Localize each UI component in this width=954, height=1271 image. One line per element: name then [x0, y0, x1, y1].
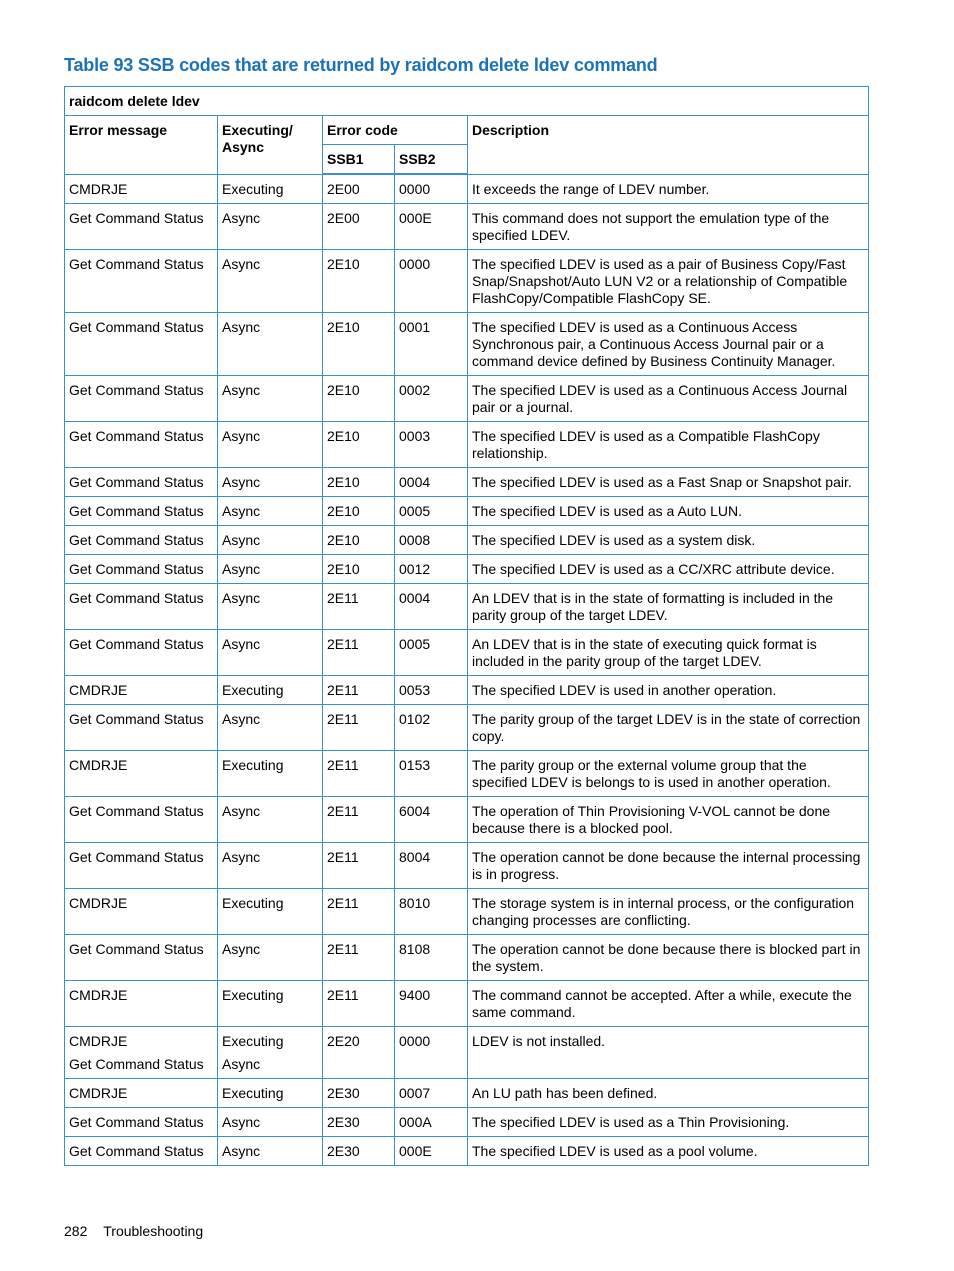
- ssb1-cell: 2E30: [323, 1108, 395, 1137]
- ssb1-cell: 2E10: [323, 313, 395, 376]
- ssb1-header: SSB1: [323, 145, 395, 175]
- ssb1-cell: 2E11: [323, 584, 395, 630]
- ssb1-cell: 2E11: [323, 630, 395, 676]
- executing-async-cell-line: Async: [222, 1143, 261, 1159]
- description-cell: The operation of Thin Provisioning V-VOL cannot be done because there is a blocked pool.: [468, 797, 869, 843]
- error-message-cell-line: Get Command Status: [69, 849, 204, 865]
- table-row: [65, 497, 869, 526]
- description-header: Description: [468, 116, 869, 175]
- ssb2-cell: 0053: [395, 676, 468, 705]
- ssb2-cell: 0000: [395, 250, 468, 313]
- ssb2-cell: 000E: [395, 204, 468, 250]
- table-row: [65, 1027, 869, 1079]
- ssb1-cell: 2E20: [323, 1027, 395, 1079]
- executing-async-cell-line: Executing: [222, 1033, 284, 1049]
- error-message-cell: [65, 526, 218, 555]
- executing-async-cell-line: Async: [222, 532, 261, 548]
- error-message-cell-line: Get Command Status: [69, 636, 204, 652]
- executing-async-cell: [218, 751, 323, 797]
- ssb1-cell: 2E11: [323, 981, 395, 1027]
- description-cell: The operation cannot be done because there is blocked part in the system.: [468, 935, 869, 981]
- table-row: [65, 1108, 869, 1137]
- description-cell: The specified LDEV is used as a Compatible FlashCopy relationship.: [468, 422, 869, 468]
- description-cell: The specified LDEV is used in another operation.: [468, 676, 869, 705]
- table-row: [65, 204, 869, 250]
- executing-async-cell: [218, 630, 323, 676]
- error-message-cell-line: Get Command Status: [69, 1114, 204, 1130]
- table-row: [65, 584, 869, 630]
- error-message-cell: [65, 250, 218, 313]
- ssb1-cell: 2E11: [323, 676, 395, 705]
- error-message-cell: [65, 843, 218, 889]
- ssb2-cell: 000E: [395, 1137, 468, 1166]
- ssb1-cell: 2E11: [323, 797, 395, 843]
- error-message-cell: [65, 705, 218, 751]
- description-cell: The operation cannot be done because the internal processing is in progress.: [468, 843, 869, 889]
- error-message-cell: [65, 584, 218, 630]
- table-row: [65, 935, 869, 981]
- error-message-cell-line: CMDRJE: [69, 757, 128, 773]
- executing-async-cell-line: Async: [222, 636, 261, 652]
- description-cell: The command cannot be accepted. After a while, execute the same command.: [468, 981, 869, 1027]
- page-number: 282: [64, 1223, 88, 1239]
- ssb2-cell: 0000: [395, 1027, 468, 1079]
- error-message-cell-line: Get Command Status: [69, 319, 204, 335]
- error-message-cell: [65, 630, 218, 676]
- ssb2-cell: 0005: [395, 630, 468, 676]
- executing-async-cell-line: Executing: [222, 987, 284, 1003]
- executing-async-cell-line: Async: [222, 382, 261, 398]
- ssb1-cell: 2E10: [323, 526, 395, 555]
- executing-async-cell: [218, 555, 323, 584]
- description-cell: The parity group or the external volume group that the specified LDEV is belongs to is used in another operation.: [468, 751, 869, 797]
- executing-async-cell-line: Async: [222, 210, 261, 226]
- ssb2-cell: 8108: [395, 935, 468, 981]
- ssb1-cell: 2E10: [323, 468, 395, 497]
- error-message-cell: [65, 797, 218, 843]
- executing-async-cell-line: Executing: [222, 895, 284, 911]
- ssb2-cell: 0004: [395, 468, 468, 497]
- executing-async-cell: [218, 705, 323, 751]
- error-message-cell-line: Get Command Status: [69, 532, 204, 548]
- executing-async-cell: [218, 204, 323, 250]
- ssb1-cell: 2E11: [323, 935, 395, 981]
- description-cell: The parity group of the target LDEV is in the state of correction copy.: [468, 705, 869, 751]
- table-row: [65, 1137, 869, 1166]
- description-cell: It exceeds the range of LDEV number.: [468, 174, 869, 204]
- table-row: [65, 889, 869, 935]
- description-cell: An LU path has been defined.: [468, 1079, 869, 1108]
- ssb2-cell: 0012: [395, 555, 468, 584]
- executing-async-cell: [218, 1137, 323, 1166]
- table-row: [65, 313, 869, 376]
- ssb2-cell: 0008: [395, 526, 468, 555]
- ssb1-cell: 2E10: [323, 250, 395, 313]
- executing-async-cell-line: Executing: [222, 180, 284, 197]
- error-message-cell-line: Get Command Status: [69, 428, 204, 444]
- executing-async-cell: [218, 1108, 323, 1137]
- error-message-cell-line: CMDRJE: [69, 1085, 128, 1101]
- executing-async-cell-line: Async: [222, 590, 261, 606]
- ssb1-cell: 2E10: [323, 376, 395, 422]
- error-message-cell: [65, 981, 218, 1027]
- ssb1-cell: 2E10: [323, 555, 395, 584]
- ssb1-cell: 2E11: [323, 705, 395, 751]
- ssb2-cell: 000A: [395, 1108, 468, 1137]
- ssb2-cell: 8010: [395, 889, 468, 935]
- ssb2-cell: 0000: [395, 174, 468, 204]
- ssb2-header: SSB2: [395, 145, 468, 175]
- description-cell: An LDEV that is in the state of executing quick format is included in the parity group of the target LDEV.: [468, 630, 869, 676]
- executing-async-cell: [218, 526, 323, 555]
- executing-async-cell-line: Async: [222, 941, 261, 957]
- error-message-cell-line: Get Command Status: [69, 474, 204, 490]
- executing-async-cell: [218, 468, 323, 497]
- executing-async-cell-line: Async: [222, 1056, 261, 1072]
- ssb2-cell: 0003: [395, 422, 468, 468]
- table-row: [65, 630, 869, 676]
- ssb2-cell: 0102: [395, 705, 468, 751]
- description-cell: The specified LDEV is used as a system disk.: [468, 526, 869, 555]
- ssb2-cell: 0002: [395, 376, 468, 422]
- page-footer: [64, 1223, 203, 1239]
- error-message-cell-line: CMDRJE: [69, 895, 128, 911]
- ssb1-cell: 2E10: [323, 497, 395, 526]
- ssb1-cell: 2E00: [323, 204, 395, 250]
- table-row: [65, 676, 869, 705]
- error-message-cell-line: CMDRJE: [69, 682, 128, 698]
- error-message-cell-line: Get Command Status: [69, 382, 204, 398]
- error-message-cell-line: CMDRJE: [69, 1033, 128, 1049]
- error-message-cell: [65, 376, 218, 422]
- section-name: Troubleshooting: [103, 1223, 204, 1239]
- description-cell: The specified LDEV is used as a pair of Business Copy/Fast Snap/Snapshot/Auto LUN V2 or a relationship of Compatible FlashCopy/Compatible FlashCopy SE.: [468, 250, 869, 313]
- ssb2-cell: 0001: [395, 313, 468, 376]
- error-message-cell: [65, 174, 218, 204]
- error-message-cell-line: Get Command Status: [69, 256, 204, 272]
- error-message-cell: [65, 1079, 218, 1108]
- table-row: [65, 555, 869, 584]
- executing-async-cell-line: Async: [222, 803, 261, 819]
- ssb2-cell: 6004: [395, 797, 468, 843]
- error-message-cell-line: Get Command Status: [69, 941, 204, 957]
- description-cell: The specified LDEV is used as a Fast Snap or Snapshot pair.: [468, 468, 869, 497]
- table-row: [65, 468, 869, 497]
- error-message-cell: [65, 1137, 218, 1166]
- executing-async-cell-line: Async: [222, 849, 261, 865]
- executing-async-cell: [218, 313, 323, 376]
- description-cell: The specified LDEV is used as a Thin Provisioning.: [468, 1108, 869, 1137]
- executing-async-cell: [218, 889, 323, 935]
- executing-async-cell-line: Executing: [222, 682, 284, 698]
- error-message-cell: [65, 1027, 218, 1079]
- table-row: [65, 843, 869, 889]
- table-row: [65, 422, 869, 468]
- ssb1-cell: 2E30: [323, 1137, 395, 1166]
- ssb2-cell: 0153: [395, 751, 468, 797]
- error-message-cell-line: Get Command Status: [69, 1056, 204, 1072]
- error-message-cell-line: Get Command Status: [69, 803, 204, 819]
- error-message-cell-line: Get Command Status: [69, 210, 204, 226]
- error-message-cell-line: Get Command Status: [69, 503, 204, 519]
- executing-async-cell-line: Async: [222, 428, 261, 444]
- executing-async-cell-line: Async: [222, 711, 261, 727]
- error-message-cell: [65, 497, 218, 526]
- description-cell: The specified LDEV is used as a Continuous Access Synchronous pair, a Continuous Access Journal pair or a command device defined by Business Continuity Manager.: [468, 313, 869, 376]
- ssb1-cell: 2E11: [323, 889, 395, 935]
- error-message-cell: [65, 676, 218, 705]
- error-message-cell: [65, 468, 218, 497]
- ssb2-cell: 9400: [395, 981, 468, 1027]
- ssb1-cell: 2E11: [323, 751, 395, 797]
- ssb1-cell: 2E10: [323, 422, 395, 468]
- error-message-cell: [65, 555, 218, 584]
- executing-async-cell-line: Async: [222, 319, 261, 335]
- description-cell: LDEV is not installed.: [468, 1027, 869, 1079]
- table-row: [65, 250, 869, 313]
- table-title: Table 93 SSB codes that are returned by raidcom delete ldev command: [64, 55, 658, 75]
- table-row: [65, 1079, 869, 1108]
- executing-async-cell: [218, 981, 323, 1027]
- ssb-codes-table: [64, 86, 869, 1166]
- ssb2-cell: 0004: [395, 584, 468, 630]
- executing-async-cell-line: Executing: [222, 1085, 284, 1101]
- error-message-cell-line: CMDRJE: [69, 987, 128, 1003]
- description-cell: This command does not support the emulation type of the specified LDEV.: [468, 204, 869, 250]
- error-message-cell: [65, 1108, 218, 1137]
- table-row: [65, 376, 869, 422]
- executing-async-cell-line: Async: [222, 503, 261, 519]
- executing-async-cell: [218, 584, 323, 630]
- error-code-header: Error code: [323, 116, 468, 145]
- executing-async-cell-line: Async: [222, 561, 261, 577]
- executing-async-header: Executing/ Async: [218, 116, 323, 175]
- description-cell: An LDEV that is in the state of formatting is included in the parity group of the target LDEV.: [468, 584, 869, 630]
- executing-async-cell: [218, 174, 323, 204]
- table-row: [65, 174, 869, 204]
- ssb2-cell: 0007: [395, 1079, 468, 1108]
- error-message-cell-line: Get Command Status: [69, 590, 204, 606]
- ssb2-cell: 8004: [395, 843, 468, 889]
- executing-async-cell: [218, 935, 323, 981]
- executing-async-cell-line: Async: [222, 474, 261, 490]
- executing-async-cell: [218, 1027, 323, 1079]
- error-message-cell-line: Get Command Status: [69, 1143, 204, 1159]
- error-message-cell: [65, 935, 218, 981]
- error-message-cell-line: Get Command Status: [69, 711, 204, 727]
- executing-async-cell: [218, 422, 323, 468]
- description-cell: The specified LDEV is used as a CC/XRC attribute device.: [468, 555, 869, 584]
- executing-async-cell-line: Executing: [222, 757, 284, 773]
- error-message-cell: [65, 204, 218, 250]
- ssb1-cell: 2E11: [323, 843, 395, 889]
- table-row: [65, 751, 869, 797]
- table-row: [65, 797, 869, 843]
- description-cell: The specified LDEV is used as a Continuous Access Journal pair or a journal.: [468, 376, 869, 422]
- ssb1-cell: 2E30: [323, 1079, 395, 1108]
- error-message-cell-line: CMDRJE: [69, 180, 128, 197]
- description-cell: The storage system is in internal process, or the configuration changing processes are conflicting.: [468, 889, 869, 935]
- ssb2-cell: 0005: [395, 497, 468, 526]
- error-message-cell-line: Get Command Status: [69, 561, 204, 577]
- ssb1-cell: 2E00: [323, 174, 395, 204]
- error-message-cell: [65, 422, 218, 468]
- error-message-cell: [65, 889, 218, 935]
- executing-async-cell-line: Async: [222, 256, 261, 272]
- executing-async-cell: [218, 497, 323, 526]
- executing-async-cell: [218, 843, 323, 889]
- error-message-cell: [65, 313, 218, 376]
- executing-async-cell: [218, 250, 323, 313]
- executing-async-cell: [218, 676, 323, 705]
- executing-async-cell-line: Async: [222, 1114, 261, 1130]
- table-row: [65, 526, 869, 555]
- error-message-cell: [65, 751, 218, 797]
- description-cell: The specified LDEV is used as a Auto LUN.: [468, 497, 869, 526]
- error-message-header: Error message: [65, 116, 218, 175]
- description-cell: The specified LDEV is used as a pool volume.: [468, 1137, 869, 1166]
- executing-async-cell: [218, 1079, 323, 1108]
- command-header: raidcom delete ldev: [65, 87, 869, 116]
- executing-async-cell: [218, 797, 323, 843]
- executing-async-cell: [218, 376, 323, 422]
- table-row: [65, 981, 869, 1027]
- table-row: [65, 705, 869, 751]
